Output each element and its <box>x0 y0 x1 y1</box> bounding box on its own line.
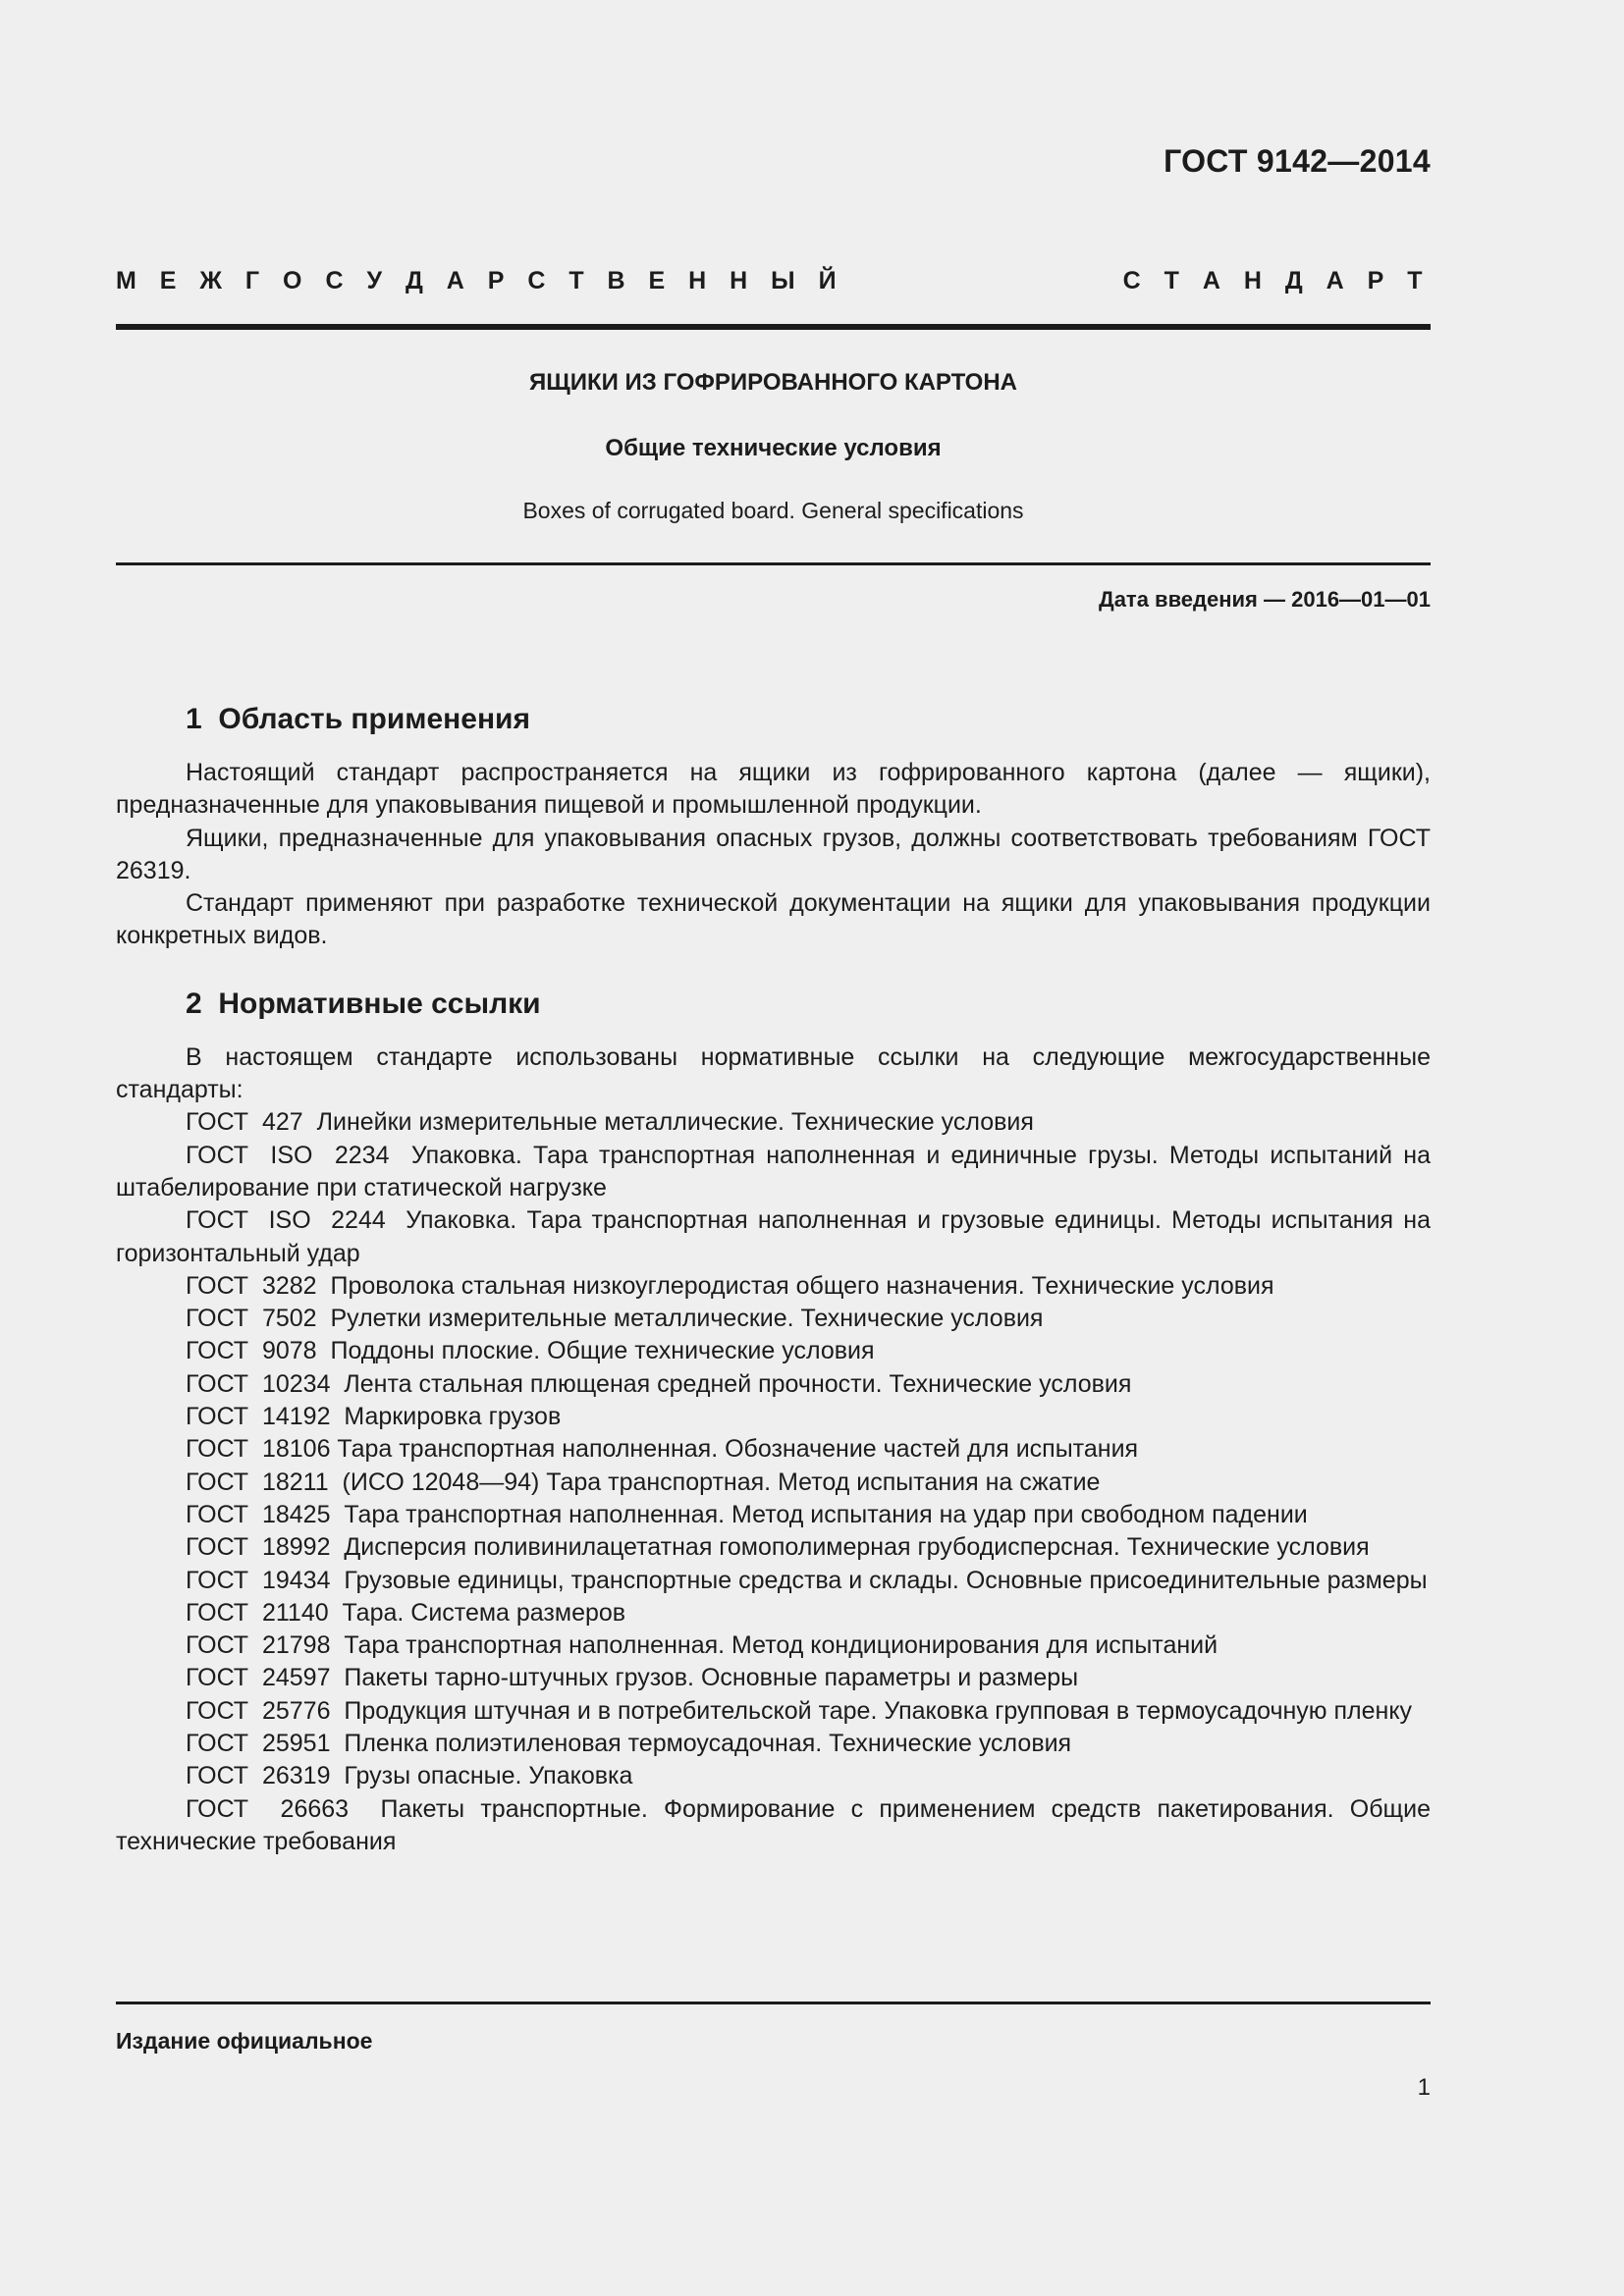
interstate-standard-banner <box>116 267 1431 295</box>
page-number: 1 <box>1417 2074 1431 2101</box>
reference-item: ГОСТ 427 Линейки измерительные металлические. Технические условия <box>186 1108 1034 1137</box>
reference-item: ГОСТ 25776 Продукция штучная и в потребительской таре. Упаковка групповая в термоусадочную пленку <box>186 1696 1413 1725</box>
scope-paragraph: Стандарт применяют при разработке технической документации на ящики для упаковывания продукции конкретных видов. <box>116 889 1431 950</box>
reference-item: ГОСТ 18425 Тара транспортная наполненная. Метод испытания на удар при свободном падении <box>186 1500 1308 1528</box>
reference-item: ГОСТ ISO 2244 Упаковка. Тара транспортная наполненная и грузовые единицы. Методы испытания на горизонтальный удар <box>116 1206 1437 1267</box>
document-title-english: Boxes of corrugated board. General specifications <box>522 498 1024 523</box>
scope-paragraph: Настоящий стандарт распространяется на ящики из гофрированного картона (далее — ящики), предназначенные для упаковывания пищевой и промышленной продукции. <box>116 759 1431 820</box>
section-heading-scope: 1 Область применения <box>186 703 531 735</box>
reference-item: ГОСТ 24597 Пакеты тарно-штучных грузов. Основные параметры и размеры <box>186 1664 1079 1692</box>
reference-item: ГОСТ 26319 Грузы опасные. Упаковка <box>186 1762 633 1790</box>
reference-item: ГОСТ 21798 Тара транспортная наполненная. Метод кондиционирования для испытаний <box>186 1631 1218 1660</box>
reference-item: ГОСТ 7502 Рулетки измерительные металлические. Технические условия <box>186 1305 1044 1333</box>
document-title: ЯЩИКИ ИЗ ГОФРИРОВАННОГО КАРТОНА <box>528 369 1018 396</box>
header-rule <box>116 324 1431 330</box>
reference-item: ГОСТ ISO 2234 Упаковка. Тара транспортная наполненная и единичные грузы. Методы испытаний на штабелирование при статической нагрузке <box>116 1141 1437 1201</box>
document-subtitle: Общие технические условия <box>605 435 942 461</box>
standard-code: ГОСТ 9142—2014 <box>1164 143 1431 179</box>
references-intro: В настоящем стандарте использованы нормативные ссылки на следующие межгосударственные стандарты: <box>116 1042 1431 1104</box>
reference-item: ГОСТ 3282 Проволока стальная низкоуглеродистая общего назначения. Технические условия <box>186 1271 1274 1300</box>
title-rule <box>116 562 1431 565</box>
document-body <box>116 700 1437 1858</box>
reference-item: ГОСТ 25951 Пленка полиэтиленовая термоусадочная. Технические условия <box>186 1730 1072 1758</box>
reference-item: ГОСТ 18211 (ИСО 12048—94) Тара транспортная. Метод испытания на сжатие <box>186 1468 1101 1496</box>
reference-list <box>116 1106 1437 1858</box>
interstate-word: М Е Ж Г О С У Д А Р С Т В Е Н Н Ы Й <box>116 267 845 294</box>
standard-word: С Т А Н Д А Р Т <box>1122 267 1431 294</box>
reference-item: ГОСТ 19434 Грузовые единицы, транспортные средства и склады. Основные присоединительные размеры <box>186 1566 1428 1594</box>
reference-item: ГОСТ 10234 Лента стальная плющеная средней прочности. Технические условия <box>186 1369 1132 1398</box>
official-edition-label: Издание официальное <box>116 2028 373 2054</box>
reference-item: ГОСТ 18106 Тара транспортная наполненная. Обозначение частей для испытания <box>186 1435 1139 1464</box>
reference-item: ГОСТ 14192 Маркировка грузов <box>186 1403 562 1431</box>
introduction-date: Дата введения — 2016—01—01 <box>1099 587 1431 612</box>
reference-item: ГОСТ 26663 Пакеты транспортные. Формирование с применением средств пакетирования. Общие технические требования <box>116 1794 1437 1855</box>
reference-item: ГОСТ 9078 Поддоны плоские. Общие технические условия <box>186 1337 875 1365</box>
scope-paragraph: Ящики, предназначенные для упаковывания опасных грузов, должны соответствовать требованиям ГОСТ 26319. <box>116 824 1431 884</box>
footer-rule <box>116 2002 1431 2004</box>
reference-item: ГОСТ 21140 Тара. Система размеров <box>186 1598 626 1627</box>
reference-item: ГОСТ 18992 Дисперсия поливинилацетатная гомополимерная грубодисперсная. Технические условия <box>186 1533 1370 1562</box>
section-heading-references: 2 Нормативные ссылки <box>186 987 541 1020</box>
